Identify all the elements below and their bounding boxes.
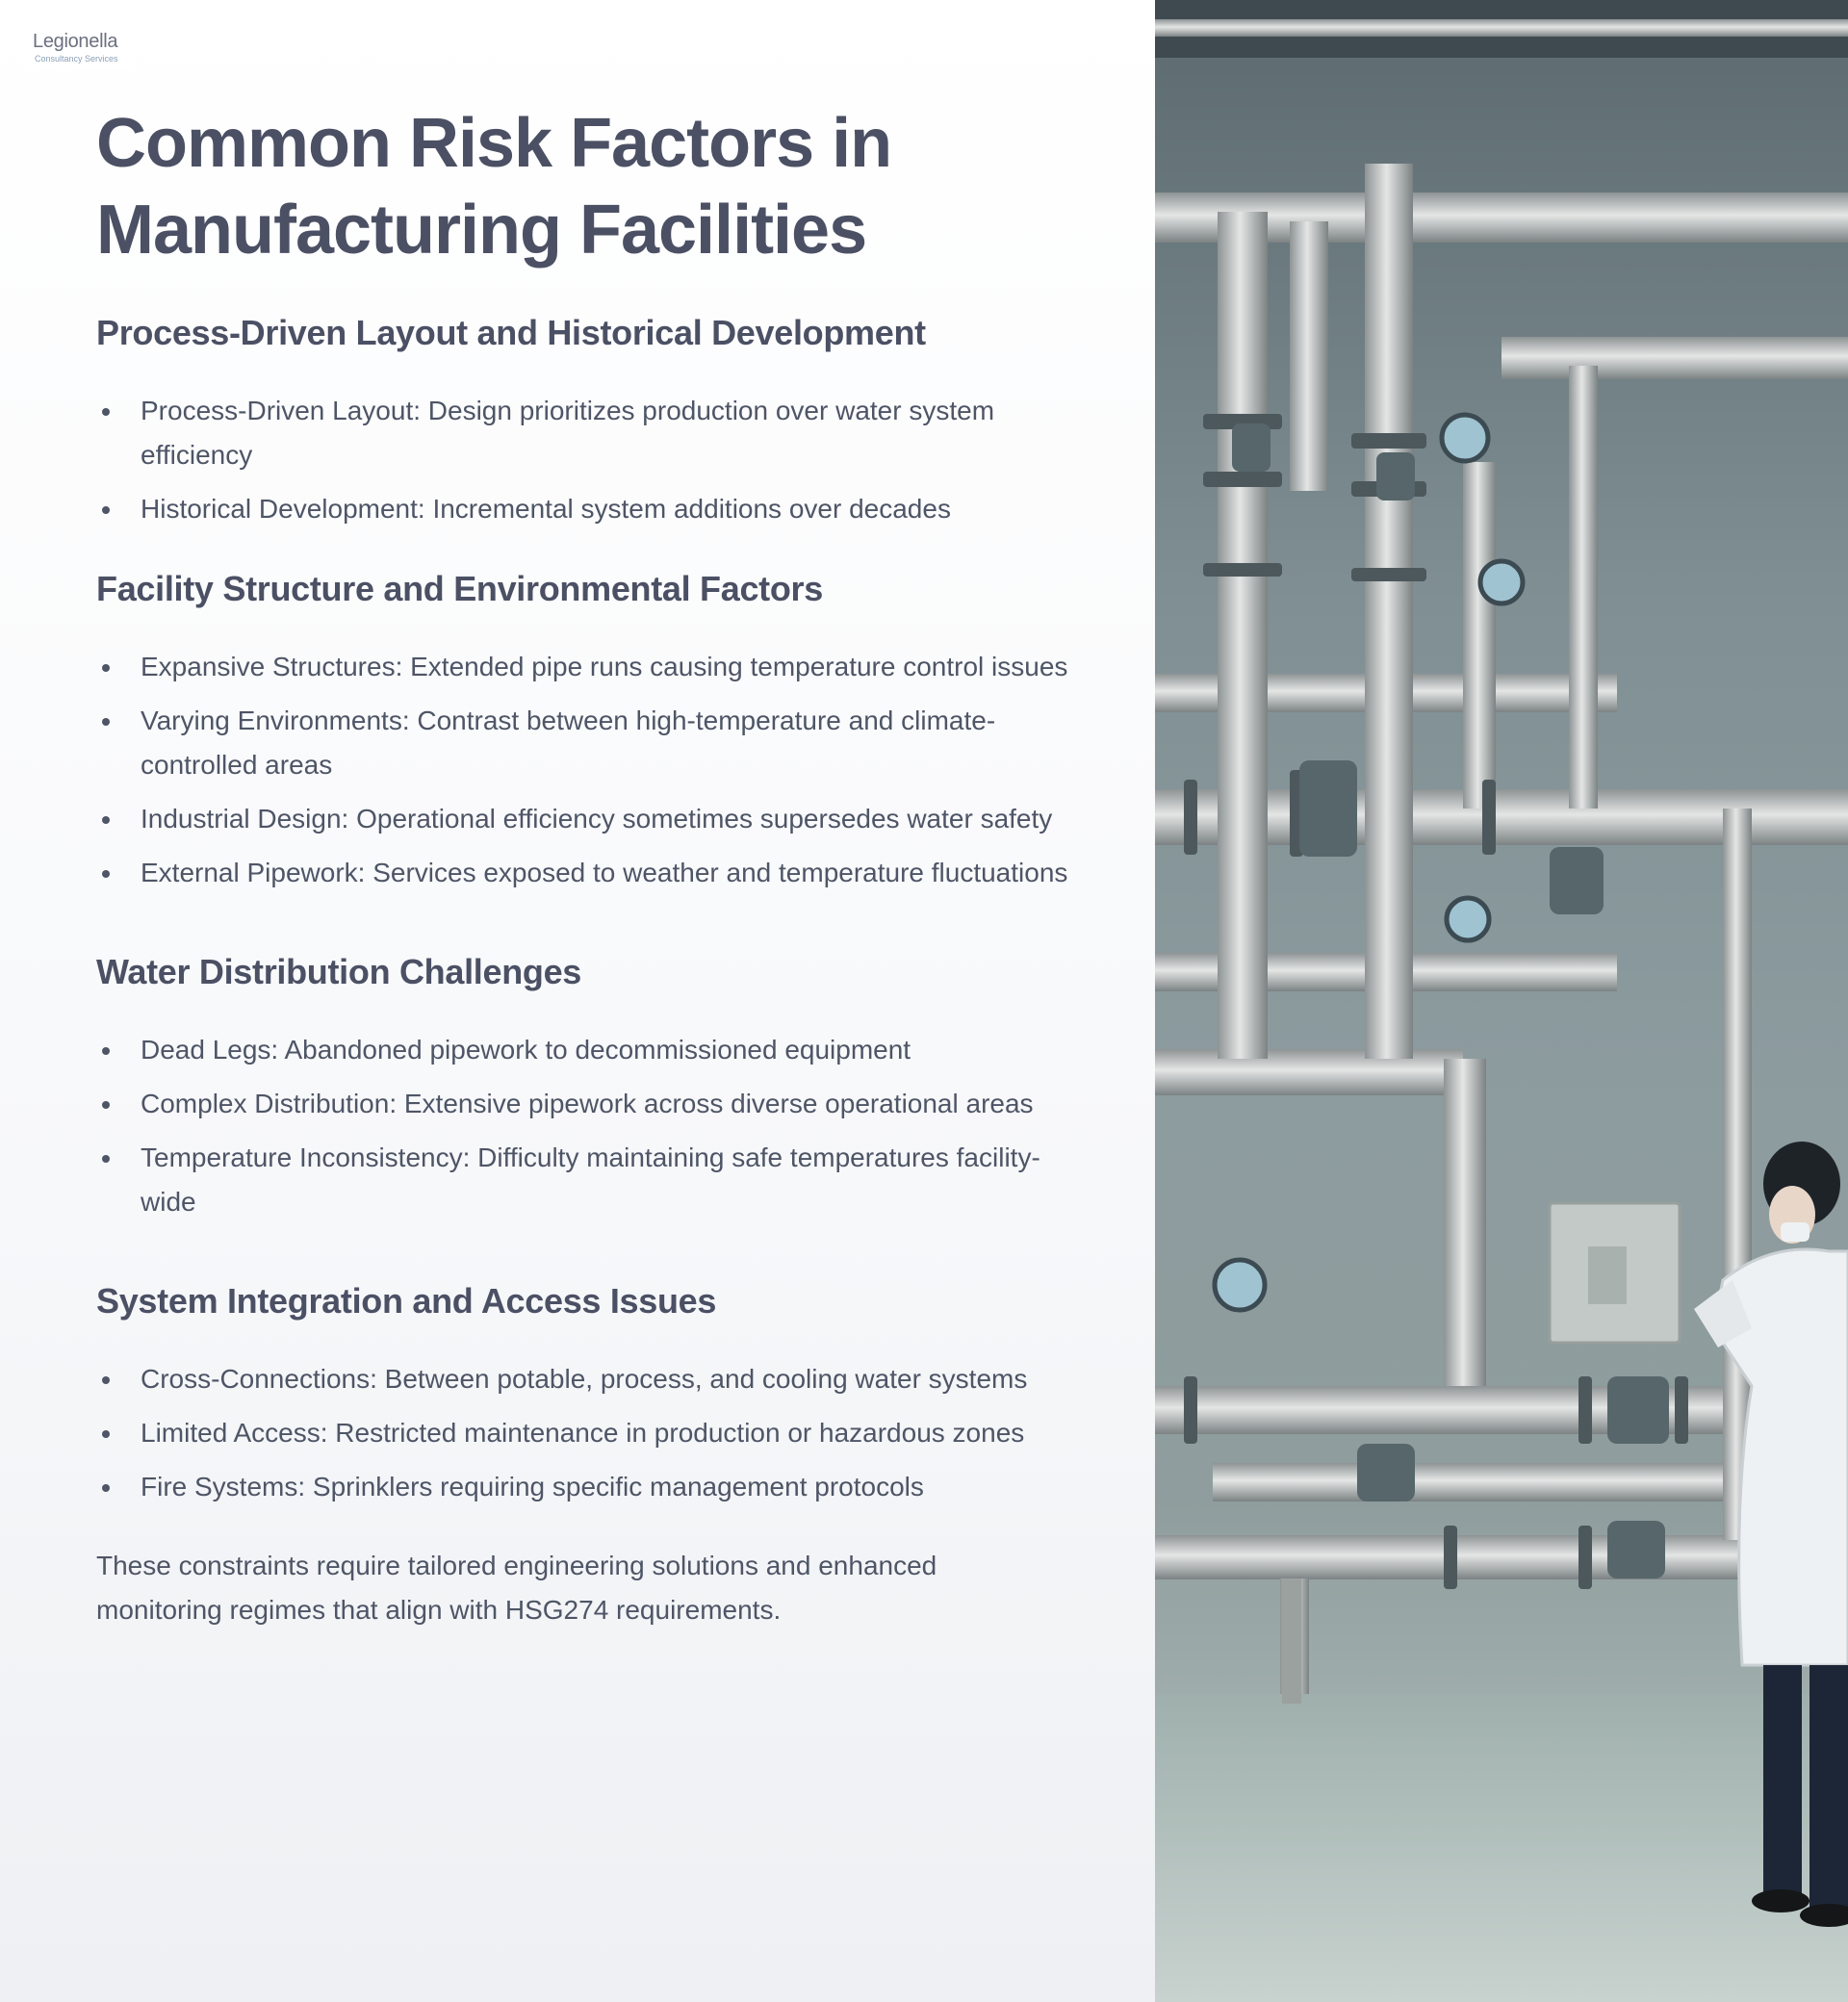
bullet-dot [102,718,110,726]
list-item-text: Process-Driven Layout: Design prioritizes production over water system efficiency [141,396,995,470]
list-item-text: Fire Systems: Sprinklers requiring specific management protocols [141,1472,924,1502]
page-title: Common Risk Factors in Manufacturing Facilities [96,105,892,269]
list-item [96,699,1068,787]
bullet-list [96,1357,1068,1509]
content-body [96,310,1068,1632]
bullet-dot [102,1484,110,1492]
pipework-illustration [1155,0,1848,2002]
bullet-dot [102,1430,110,1438]
list-item-text: Expansive Structures: Extended pipe runs causing temperature control issues [141,652,1068,681]
section-facility-structure [96,566,1068,895]
list-item [96,487,1068,531]
list-item [96,389,1068,477]
list-item-text: Complex Distribution: Extensive pipework across diverse operational areas [141,1089,1034,1118]
industrial-pipework-photo [1155,0,1848,2002]
control-box-panel [1588,1246,1627,1304]
pipe-vertical [1444,1059,1486,1386]
list-item-text: Temperature Inconsistency: Difficulty maintaining safe temperatures facility-wide [141,1142,1040,1217]
list-item [96,797,1068,841]
list-item [96,1028,1068,1072]
section-heading: System Integration and Access Issues [96,1281,717,1321]
bullet-dot [102,1101,110,1109]
bullet-dot [102,1047,110,1055]
bullet-list [96,389,1068,531]
list-item [96,1136,1068,1224]
bullet-dot [102,870,110,878]
conclusion-text: These constraints require tailored engineering solutions and enhanced monitoring regimes that align with HSG274 requirements. [96,1551,937,1625]
list-item-text: Limited Access: Restricted maintenance in production or hazardous zones [141,1418,1025,1448]
bullet-dot [102,506,110,514]
bullet-dot [102,408,110,416]
list-item [96,1411,1068,1455]
company-logo [27,25,133,69]
bullet-dot [102,1376,110,1384]
list-item-text: Dead Legs: Abandoned pipework to decommissioned equipment [141,1035,911,1065]
section-system-integration [96,1278,1068,1509]
section-heading: Facility Structure and Environmental Factors [96,569,823,608]
pipe-vertical [1463,462,1496,808]
list-item [96,1465,1068,1509]
bullet-dot [102,1155,110,1163]
pipe-support [1282,1578,1301,1704]
bullet-list [96,1028,1068,1224]
logo-tagline: Consultancy Services [35,54,118,64]
list-item [96,1082,1068,1126]
list-item-text: Historical Development: Incremental system additions over decades [141,494,951,524]
list-item [96,645,1068,689]
section-process-layout [96,310,1068,531]
section-water-distribution [96,949,1068,1224]
pipe-vertical [1218,212,1268,1059]
list-item-text: Varying Environments: Contrast between high-temperature and climate-controlled areas [141,706,996,780]
logo-brand: Legionella [33,31,118,52]
pipe-vertical [1290,221,1328,491]
list-item [96,1357,1068,1401]
bullet-list [96,645,1068,895]
list-item-text: External Pipework: Services exposed to weather and temperature fluctuations [141,858,1068,887]
bullet-dot [102,816,110,824]
bullet-dot [102,664,110,672]
list-item-text: Cross-Connections: Between potable, process, and cooling water systems [141,1364,1028,1394]
pipe-vertical [1365,164,1413,1059]
section-heading: Process-Driven Layout and Historical Development [96,313,926,352]
pipe-horizontal [1155,1049,1463,1095]
pipe-horizontal [1502,337,1848,379]
section-heading: Water Distribution Challenges [96,952,582,991]
ceiling-pipe [1155,19,1848,37]
list-item-text: Industrial Design: Operational efficiency sometimes supersedes water safety [141,804,1053,834]
pipe-vertical [1569,366,1598,808]
list-item [96,851,1068,895]
floor [1155,1694,1848,2002]
